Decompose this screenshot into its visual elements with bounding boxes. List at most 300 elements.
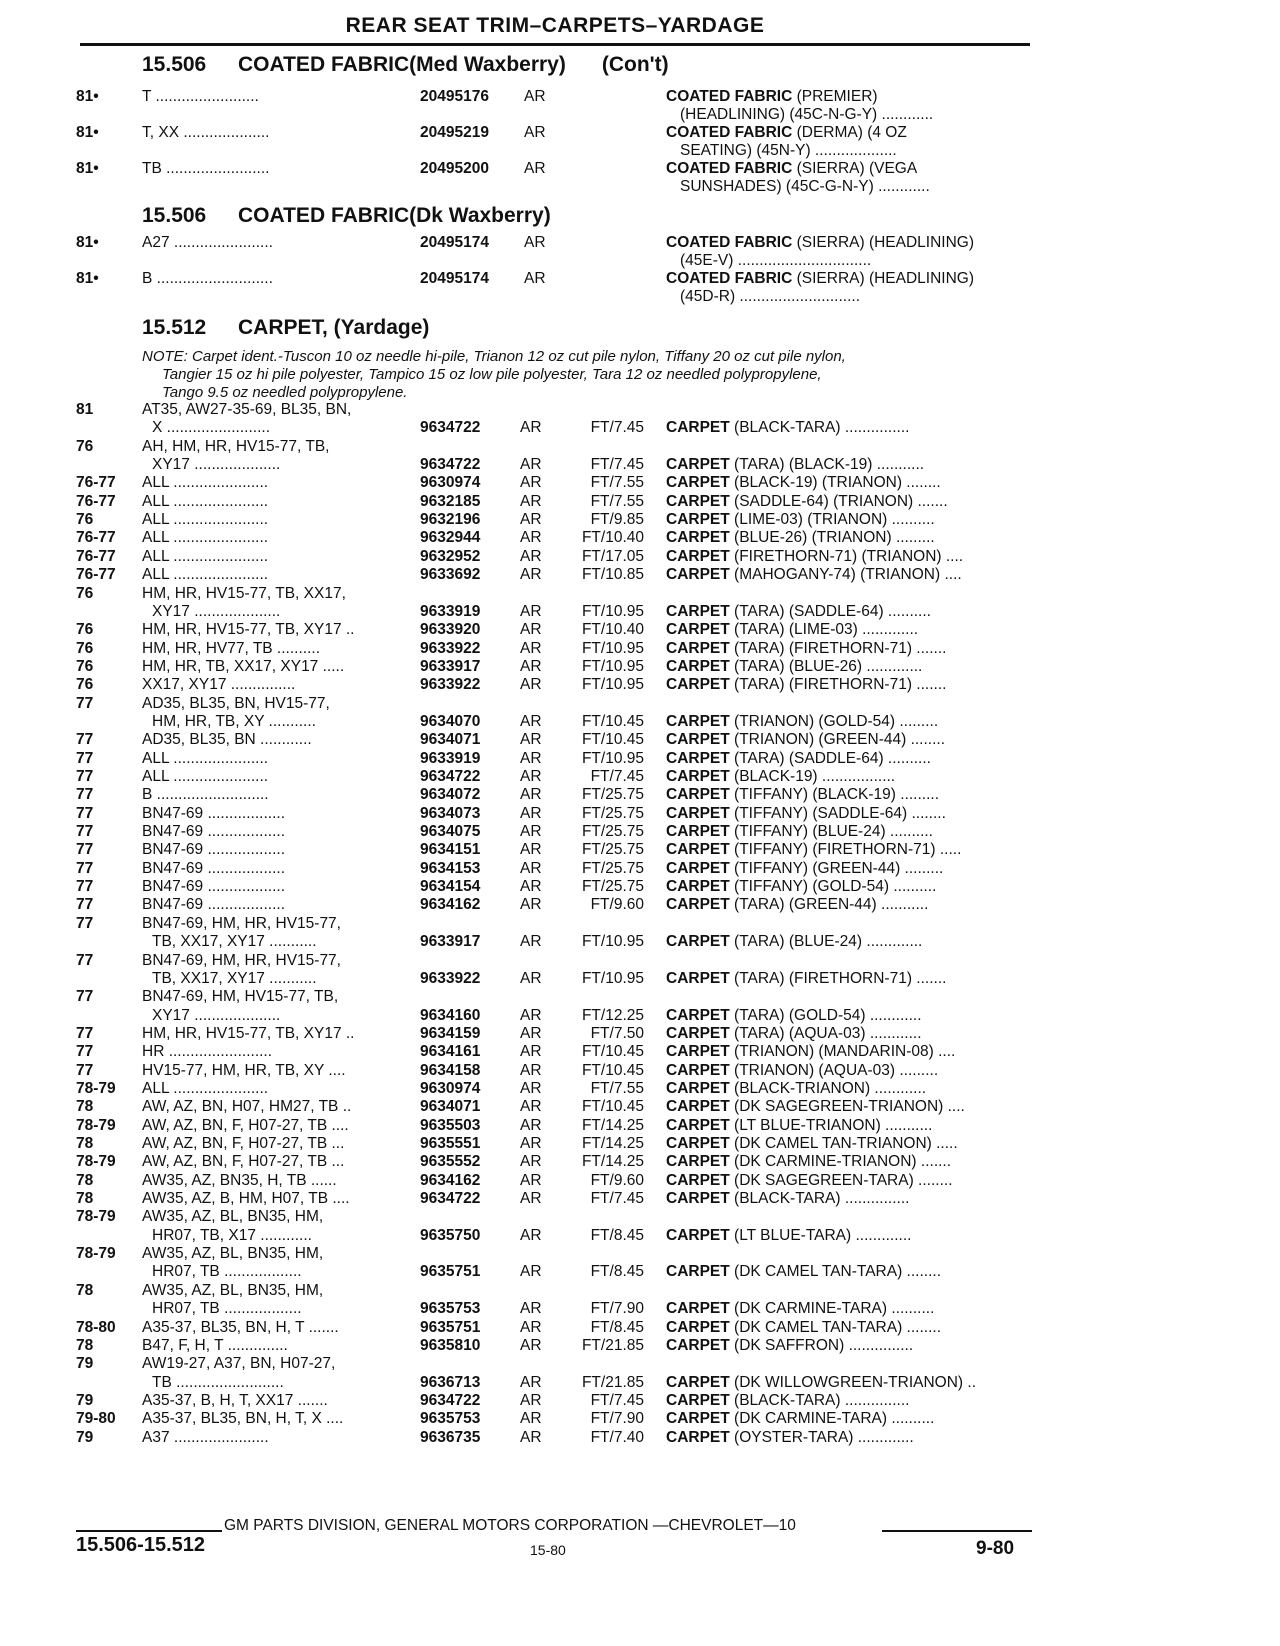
quantity-cell: AR <box>520 1153 542 1171</box>
quantity-cell: AR <box>520 749 542 767</box>
application-cell: TB, XX17, XY17 ........... <box>152 933 317 951</box>
footer-rule-right <box>882 1530 1032 1532</box>
quantity-cell: AR <box>520 1116 542 1134</box>
price-cell: FT/25.75 <box>581 841 644 859</box>
section-title: CARPET, (Yardage) <box>238 316 430 339</box>
description-cell: CARPET (DK CARMINE-TRIANON) ....... <box>666 1153 952 1171</box>
application-cell: T, XX .................... <box>142 124 270 141</box>
year-cell: 76 <box>76 584 94 602</box>
quantity-cell: AR <box>520 529 542 547</box>
description-cell: CARPET (BLACK-TARA) ............... <box>666 419 910 437</box>
year-cell: 76 <box>76 437 94 455</box>
price-cell: FT/10.95 <box>581 749 644 767</box>
application-cell: HR07, TB .................. <box>152 1300 302 1318</box>
year-cell: 77 <box>76 951 94 969</box>
fabric-row <box>0 160 1280 196</box>
application-cell: AW35, AZ, B, HM, H07, TB .... <box>142 1190 350 1208</box>
section-number: 15.506 <box>142 53 207 76</box>
part-number-cell: 9633919 <box>420 749 481 767</box>
description-cell: CARPET (TIFFANY) (GOLD-54) .......... <box>666 878 937 896</box>
quantity-cell: AR <box>520 1098 542 1116</box>
part-number-cell: 9634722 <box>420 456 481 474</box>
quantity-cell: AR <box>524 270 546 287</box>
quantity-cell: AR <box>520 1079 542 1097</box>
description-cell: CARPET (BLACK-19) ................. <box>666 768 896 785</box>
year-cell: 79 <box>76 1355 94 1373</box>
application-cell: AW, AZ, BN, F, H07-27, TB ... <box>142 1153 345 1171</box>
section-heading-carpet <box>142 316 429 340</box>
part-number-cell: 9634073 <box>420 804 481 822</box>
quantity-cell: AR <box>520 639 542 657</box>
price-cell: FT/10.40 <box>581 621 644 639</box>
description-cell: CARPET (TRIANON) (GREEN-44) ........ <box>666 731 946 749</box>
application-cell: AD35, BL35, BN, HV15-77, <box>142 694 330 712</box>
year-cell: 81 <box>76 401 94 418</box>
fabric-row <box>0 88 1280 124</box>
year-cell: 76 <box>76 511 94 529</box>
quantity-cell: AR <box>520 657 542 675</box>
application-cell: ALL ...................... <box>142 749 269 767</box>
price-cell: FT/7.45 <box>590 1391 644 1409</box>
part-number-cell: 20495174 <box>420 270 489 287</box>
description-cell: CARPET (TARA) (GOLD-54) ............ <box>666 1006 922 1024</box>
quantity-cell: AR <box>520 969 542 987</box>
application-cell: A35-37, B, H, T, XX17 ....... <box>142 1391 328 1409</box>
part-number-cell: 9636713 <box>420 1373 481 1391</box>
section-title: COATED FABRIC(Med Waxberry) <box>238 53 566 76</box>
part-number-cell: 9633917 <box>420 933 481 951</box>
year-cell: 76 <box>76 676 94 694</box>
price-cell: FT/25.75 <box>581 878 644 896</box>
quantity-cell: AR <box>520 1410 542 1428</box>
description-cell: CARPET (BLACK-TRIANON) ............ <box>666 1079 927 1097</box>
price-cell: FT/8.45 <box>590 1318 644 1336</box>
quantity-cell: AR <box>520 804 542 822</box>
price-cell: FT/7.55 <box>590 492 644 510</box>
price-cell: FT/25.75 <box>581 804 644 822</box>
application-cell: A35-37, BL35, BN, H, T, X .... <box>142 1410 344 1428</box>
quantity-cell: AR <box>520 1061 542 1079</box>
description-cell: CARPET (TARA) (BLACK-19) ........... <box>666 456 925 474</box>
price-cell: FT/7.90 <box>590 1300 644 1318</box>
description-cell: COATED FABRIC (SIERRA) (HEADLINING) <box>666 270 975 287</box>
description-continued-cell: SEATING) (45N-Y) ................... <box>680 142 897 159</box>
part-number-cell: 9635552 <box>420 1153 481 1171</box>
part-number-cell: 9634075 <box>420 823 481 841</box>
application-cell: ALL ...................... <box>142 566 269 584</box>
description-cell: CARPET (TIFFANY) (BLUE-24) .......... <box>666 823 933 841</box>
description-cell: CARPET (TIFFANY) (GREEN-44) ......... <box>666 859 944 877</box>
year-cell: 81• <box>76 160 99 177</box>
application-cell: HR07, TB, X17 ............ <box>152 1226 312 1244</box>
application-cell: HM, HR, TB, XY ........... <box>152 712 316 730</box>
application-cell: BN47-69 .................. <box>142 859 285 877</box>
section-title: COATED FABRIC(Dk Waxberry) <box>238 204 551 227</box>
year-cell: 78 <box>76 1098 94 1116</box>
quantity-cell: AR <box>520 547 542 565</box>
year-cell: 76-77 <box>76 547 116 565</box>
part-number-cell: 9635753 <box>420 1410 481 1428</box>
application-cell: AW35, AZ, BL, BN35, HM, <box>142 1208 324 1226</box>
year-cell: 77 <box>76 841 94 859</box>
part-number-cell: 9634072 <box>420 786 481 804</box>
quantity-cell: AR <box>520 878 542 896</box>
part-number-cell: 20495219 <box>420 124 489 141</box>
part-number-cell: 9634162 <box>420 1171 481 1189</box>
application-cell: HR ........................ <box>142 1043 273 1061</box>
description-cell: CARPET (TARA) (LIME-03) ............. <box>666 621 919 639</box>
application-cell: AT35, AW27-35-69, BL35, BN, <box>142 401 352 418</box>
year-cell: 78-79 <box>76 1116 116 1134</box>
application-cell: ALL ...................... <box>142 492 269 510</box>
description-cell: CARPET (DK CARMINE-TARA) .......... <box>666 1410 935 1428</box>
part-number-cell: 9634071 <box>420 731 481 749</box>
description-cell: CARPET (DK CARMINE-TARA) .......... <box>666 1300 935 1318</box>
section-heading-dk-waxberry <box>142 204 551 228</box>
year-cell: 79 <box>76 1428 94 1446</box>
quantity-cell: AR <box>520 1336 542 1354</box>
price-cell: FT/7.55 <box>590 1079 644 1097</box>
application-cell: BN47-69, HM, HR, HV15-77, <box>142 914 341 932</box>
quantity-cell: AR <box>520 1135 542 1152</box>
year-cell: 77 <box>76 823 94 841</box>
application-cell: AW, AZ, BN, F, H07-27, TB ... <box>142 1135 345 1152</box>
application-cell: AW, AZ, BN, H07, HM27, TB .. <box>142 1098 352 1116</box>
quantity-cell: AR <box>520 1226 542 1244</box>
description-cell: CARPET (DK SAFFRON) ............... <box>666 1336 914 1354</box>
quantity-cell: AR <box>520 841 542 859</box>
year-cell: 77 <box>76 731 94 749</box>
price-cell: FT/10.85 <box>581 566 644 584</box>
price-cell: FT/10.45 <box>581 1098 644 1116</box>
note-line-3: Tango 9.5 oz needled polypropylene. <box>162 384 408 401</box>
section-number: 15.512 <box>142 316 207 339</box>
footer-rule-left <box>76 1530 222 1532</box>
year-cell: 78 <box>76 1281 94 1299</box>
section-number: 15.506 <box>142 204 207 227</box>
price-cell: FT/25.75 <box>581 859 644 877</box>
price-cell: FT/10.45 <box>581 1043 644 1061</box>
application-cell: BN47-69, HM, HR, HV15-77, <box>142 951 341 969</box>
description-continued-cell: (45E-V) ............................... <box>680 252 872 269</box>
application-cell: XY17 .................... <box>152 602 281 620</box>
section-continued: (Con't) <box>601 53 669 76</box>
description-cell: CARPET (FIRETHORN-71) (TRIANON) .... <box>666 547 964 565</box>
description-cell: CARPET (MAHOGANY-74) (TRIANON) .... <box>666 566 962 584</box>
price-cell: FT/17.05 <box>581 547 644 565</box>
quantity-cell: AR <box>520 456 542 474</box>
quantity-cell: AR <box>520 712 542 730</box>
description-cell: CARPET (DK SAGEGREEN-TARA) ........ <box>666 1171 953 1189</box>
year-cell: 76-77 <box>76 529 116 547</box>
part-number-cell: 9635751 <box>420 1263 481 1281</box>
price-cell: FT/25.75 <box>581 786 644 804</box>
part-number-cell: 9634722 <box>420 1190 481 1208</box>
part-number-cell: 20495176 <box>420 88 489 105</box>
fabric-row <box>0 234 1280 270</box>
price-cell: FT/10.40 <box>581 529 644 547</box>
price-cell: FT/9.60 <box>590 896 644 914</box>
header-rule <box>80 43 1030 46</box>
description-cell: COATED FABRIC (SIERRA) (VEGA <box>666 160 918 177</box>
footer-date: 9-80 <box>976 1538 1015 1559</box>
price-cell: FT/10.95 <box>581 602 644 620</box>
year-cell: 76 <box>76 657 94 675</box>
price-cell: FT/10.45 <box>581 1061 644 1079</box>
application-cell: ALL ...................... <box>142 768 269 785</box>
price-cell: FT/7.45 <box>590 1190 644 1208</box>
quantity-cell: AR <box>520 1171 542 1189</box>
application-cell: ALL ...................... <box>142 1079 269 1097</box>
year-cell: 78 <box>76 1190 94 1208</box>
price-cell: FT/10.45 <box>581 731 644 749</box>
application-cell: BN47-69, HM, HV15-77, TB, <box>142 988 339 1006</box>
application-cell: A27 ....................... <box>142 234 273 251</box>
year-cell: 78 <box>76 1135 94 1152</box>
year-cell: 78-79 <box>76 1208 116 1226</box>
description-cell: CARPET (TARA) (FIRETHORN-71) ....... <box>666 639 947 657</box>
part-number-cell: 9634153 <box>420 859 481 877</box>
price-cell: FT/10.45 <box>581 712 644 730</box>
price-cell: FT/14.25 <box>581 1135 644 1152</box>
application-cell: ALL ...................... <box>142 547 269 565</box>
application-cell: B ........................... <box>142 270 273 287</box>
quantity-cell: AR <box>520 474 542 492</box>
part-number-cell: 9633922 <box>420 676 481 694</box>
footer-page-number: 15-80 <box>530 1542 566 1558</box>
application-cell: HV15-77, HM, HR, TB, XY .... <box>142 1061 346 1079</box>
application-cell: BN47-69 .................. <box>142 804 285 822</box>
description-cell: CARPET (TIFFANY) (FIRETHORN-71) ..... <box>666 841 962 859</box>
price-cell: FT/9.85 <box>590 511 644 529</box>
part-number-cell: 9635750 <box>420 1226 481 1244</box>
year-cell: 77 <box>76 804 94 822</box>
year-cell: 78-79 <box>76 1079 116 1097</box>
application-cell: A35-37, BL35, BN, H, T ....... <box>142 1318 339 1336</box>
quantity-cell: AR <box>520 1373 542 1391</box>
description-cell: CARPET (TARA) (AQUA-03) ............ <box>666 1024 922 1042</box>
part-number-cell: 9633922 <box>420 639 481 657</box>
description-cell: CARPET (LIME-03) (TRIANON) .......... <box>666 511 935 529</box>
quantity-cell: AR <box>520 823 542 841</box>
quantity-cell: AR <box>520 1190 542 1208</box>
description-cell: CARPET (TRIANON) (MANDARIN-08) .... <box>666 1043 956 1061</box>
price-cell: FT/7.50 <box>590 1024 644 1042</box>
year-cell: 76-77 <box>76 474 116 492</box>
quantity-cell: AR <box>520 768 542 785</box>
application-cell: XY17 .................... <box>152 456 281 474</box>
year-cell: 78 <box>76 1336 94 1354</box>
application-cell: BN47-69 .................. <box>142 878 285 896</box>
application-cell: AW35, AZ, BN35, H, TB ...... <box>142 1171 337 1189</box>
description-cell: CARPET (TARA) (BLUE-24) ............. <box>666 933 923 951</box>
description-cell: CARPET (TARA) (BLUE-26) ............. <box>666 657 923 675</box>
price-cell: FT/10.95 <box>581 933 644 951</box>
application-cell: BN47-69 .................. <box>142 823 285 841</box>
part-number-cell: 9633917 <box>420 657 481 675</box>
quantity-cell: AR <box>520 1024 542 1042</box>
description-cell: CARPET (TIFFANY) (SADDLE-64) ........ <box>666 804 946 822</box>
carpet-note <box>142 348 1032 402</box>
year-cell: 78-79 <box>76 1245 116 1263</box>
description-cell: CARPET (TARA) (SADDLE-64) .......... <box>666 602 931 620</box>
description-cell: CARPET (DK WILLOWGREEN-TRIANON) .. <box>666 1373 977 1391</box>
quantity-cell: AR <box>520 1391 542 1409</box>
quantity-cell: AR <box>520 621 542 639</box>
price-cell: FT/21.85 <box>581 1336 644 1354</box>
section-heading-med-waxberry <box>142 53 669 77</box>
quantity-cell: AR <box>520 896 542 914</box>
description-cell: CARPET (LT BLUE-TARA) ............. <box>666 1226 912 1244</box>
application-cell: BN47-69 .................. <box>142 896 285 914</box>
part-number-cell: 9634722 <box>420 1391 481 1409</box>
note-line-2: Tangier 15 oz hi pile polyester, Tampico 15 oz low pile polyester, Tara 12 oz needled polypropylene, <box>162 366 822 383</box>
price-cell: FT/12.25 <box>581 1006 644 1024</box>
application-cell: AW35, AZ, BL, BN35, HM, <box>142 1245 324 1263</box>
part-number-cell: 9634161 <box>420 1043 481 1061</box>
quantity-cell: AR <box>524 234 546 251</box>
description-cell: CARPET (TARA) (FIRETHORN-71) ....... <box>666 676 947 694</box>
part-number-cell: 9632185 <box>420 492 481 510</box>
application-cell: ALL ...................... <box>142 529 269 547</box>
quantity-cell: AR <box>524 124 546 141</box>
quantity-cell: AR <box>520 1318 542 1336</box>
description-continued-cell: (HEADLINING) (45C-N-G-Y) ............ <box>680 106 934 123</box>
description-cell: CARPET (TIFFANY) (BLACK-19) ......... <box>666 786 940 804</box>
application-cell: B47, F, H, T .............. <box>142 1336 288 1354</box>
application-cell: HM, HR, HV15-77, TB, XX17, <box>142 584 346 602</box>
year-cell: 78-80 <box>76 1318 116 1336</box>
price-cell: FT/10.95 <box>581 969 644 987</box>
price-cell: FT/7.45 <box>590 456 644 474</box>
application-cell: HM, HR, HV77, TB .......... <box>142 639 321 657</box>
part-number-cell: 9636735 <box>420 1428 481 1446</box>
year-cell: 78-79 <box>76 1153 116 1171</box>
description-cell: CARPET (TARA) (GREEN-44) ........... <box>666 896 929 914</box>
year-cell: 81• <box>76 88 99 105</box>
year-cell: 81• <box>76 234 99 251</box>
part-number-cell: 20495174 <box>420 234 489 251</box>
year-cell: 76-77 <box>76 566 116 584</box>
price-cell: FT/21.85 <box>581 1373 644 1391</box>
description-cell: CARPET (TRIANON) (GOLD-54) ......... <box>666 712 939 730</box>
year-cell: 77 <box>76 749 94 767</box>
part-number-cell: 9635810 <box>420 1336 481 1354</box>
year-cell: 78 <box>76 1171 94 1189</box>
part-number-cell: 9634159 <box>420 1024 481 1042</box>
quantity-cell: AR <box>520 566 542 584</box>
footer-group-range: 15.506-15.512 <box>76 1534 206 1556</box>
price-cell: FT/10.95 <box>581 676 644 694</box>
description-cell: CARPET (DK SAGEGREEN-TRIANON) .... <box>666 1098 965 1116</box>
part-number-cell: 9635753 <box>420 1300 481 1318</box>
description-cell: CARPET (LT BLUE-TRIANON) ........... <box>666 1116 933 1134</box>
year-cell: 77 <box>76 878 94 896</box>
application-cell: TB ......................... <box>152 1373 284 1391</box>
year-cell: 79 <box>76 1391 94 1409</box>
year-cell: 76 <box>76 621 94 639</box>
part-number-cell: 9634154 <box>420 878 481 896</box>
part-number-cell: 9634070 <box>420 712 481 730</box>
application-cell: XY17 .................... <box>152 1006 281 1024</box>
description-cell: CARPET (TARA) (FIRETHORN-71) ....... <box>666 969 947 987</box>
description-cell: CARPET (TRIANON) (AQUA-03) ......... <box>666 1061 939 1079</box>
application-cell: T ........................ <box>142 88 259 105</box>
part-number-cell: 9635503 <box>420 1116 481 1134</box>
part-number-cell: 9635551 <box>420 1135 481 1152</box>
description-cell: CARPET (BLACK-TARA) ............... <box>666 1391 910 1409</box>
price-cell: FT/14.25 <box>581 1153 644 1171</box>
part-number-cell: 9634071 <box>420 1098 481 1116</box>
part-number-cell: 9630974 <box>420 474 481 492</box>
year-cell: 81• <box>76 270 99 287</box>
year-cell: 77 <box>76 1061 94 1079</box>
description-cell: CARPET (DK CAMEL TAN-TRIANON) ..... <box>666 1135 958 1152</box>
description-cell: COATED FABRIC (PREMIER) <box>666 88 878 105</box>
price-cell: FT/25.75 <box>581 823 644 841</box>
quantity-cell: AR <box>520 419 542 437</box>
description-cell: CARPET (DK CAMEL TAN-TARA) ........ <box>666 1263 942 1281</box>
application-cell: BN47-69 .................. <box>142 841 285 859</box>
year-cell: 79-80 <box>76 1410 116 1428</box>
year-cell: 77 <box>76 896 94 914</box>
price-cell: FT/14.25 <box>581 1116 644 1134</box>
application-cell: A37 ...................... <box>142 1428 269 1446</box>
part-number-cell: 9634722 <box>420 419 481 437</box>
part-number-cell: 9630974 <box>420 1079 481 1097</box>
quantity-cell: AR <box>520 786 542 804</box>
part-number-cell: 9633919 <box>420 602 481 620</box>
application-cell: HM, HR, HV15-77, TB, XY17 .. <box>142 621 355 639</box>
price-cell: FT/7.40 <box>590 1428 644 1446</box>
quantity-cell: AR <box>520 1006 542 1024</box>
application-cell: X ........................ <box>152 419 270 437</box>
year-cell: 77 <box>76 694 94 712</box>
quantity-cell: AR <box>520 492 542 510</box>
description-cell: COATED FABRIC (DERMA) (4 OZ <box>666 124 907 141</box>
application-cell: AW35, AZ, BL, BN35, HM, <box>142 1281 324 1299</box>
quantity-cell: AR <box>520 859 542 877</box>
description-cell: CARPET (OYSTER-TARA) ............. <box>666 1428 914 1446</box>
price-cell: FT/9.60 <box>590 1171 644 1189</box>
quantity-cell: AR <box>520 933 542 951</box>
application-cell: ALL ...................... <box>142 511 269 529</box>
quantity-cell: AR <box>520 1300 542 1318</box>
price-cell: FT/7.45 <box>590 419 644 437</box>
quantity-cell: AR <box>520 731 542 749</box>
quantity-cell: AR <box>524 160 546 177</box>
price-cell: FT/10.95 <box>581 639 644 657</box>
part-number-cell: 20495200 <box>420 160 489 177</box>
part-number-cell: 9633920 <box>420 621 481 639</box>
year-cell: 81• <box>76 124 99 141</box>
year-cell: 77 <box>76 768 94 785</box>
part-number-cell: 9632952 <box>420 547 481 565</box>
fabric-row <box>0 270 1280 306</box>
application-cell: AW19-27, A37, BN, H07-27, <box>142 1355 336 1373</box>
quantity-cell: AR <box>524 88 546 105</box>
description-continued-cell: SUNSHADES) (45C-G-N-Y) ............ <box>680 178 930 195</box>
application-cell: AD35, BL35, BN ............ <box>142 731 312 749</box>
application-cell: AH, HM, HR, HV15-77, TB, <box>142 437 330 455</box>
fabric-row <box>0 124 1280 160</box>
application-cell: HM, HR, HV15-77, TB, XY17 .. <box>142 1024 355 1042</box>
price-cell: FT/7.55 <box>590 474 644 492</box>
quantity-cell: AR <box>520 511 542 529</box>
description-cell: CARPET (DK CAMEL TAN-TARA) ........ <box>666 1318 942 1336</box>
part-number-cell: 9634160 <box>420 1006 481 1024</box>
price-cell: FT/7.45 <box>590 768 644 785</box>
